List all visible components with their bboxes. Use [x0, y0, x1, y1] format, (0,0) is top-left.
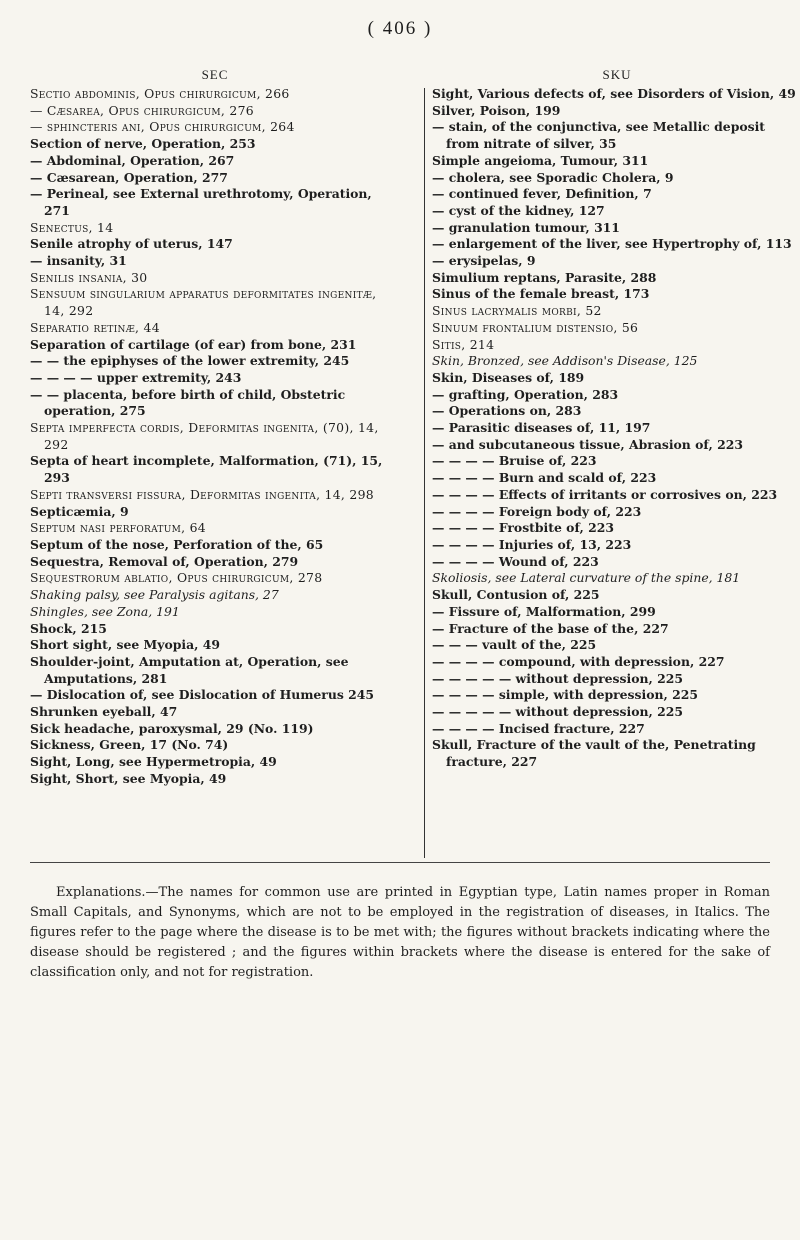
page-number: ( 406 )	[367, 18, 433, 39]
index-entry: — Cæsarea, Opus chirurgicum, 276	[30, 102, 254, 118]
index-entry: — — — — — without depression, 225	[432, 670, 683, 686]
index-entry: — — — — Incised fracture, 227	[432, 720, 645, 736]
index-entry: Sectio abdominis, Opus chirurgicum, 266	[30, 86, 290, 101]
index-entry: Sinuum frontalium distensio, 56	[432, 319, 639, 335]
index-entry: Shock, 215	[30, 620, 107, 636]
index-entry: Shaking palsy, see Paralysis agitans, 27	[30, 587, 279, 603]
index-entry: Senile atrophy of uterus, 147	[30, 236, 233, 252]
index-entry: Skull, Fracture of the vault of the, Penetrating fracture, 227	[432, 737, 756, 770]
index-entry: — — placenta, before birth of child, Obstetric operation, 275	[30, 386, 346, 419]
index-entry: — Abdominal, Operation, 267	[30, 152, 235, 168]
index-entry: — Dislocation of, see Dislocation of Humerus 245	[30, 687, 374, 703]
index-entry: Sequestrorum ablatio, Opus chirurgicum, 278	[30, 570, 323, 586]
index-entry: Sight, Short, see Myopia, 49	[30, 770, 227, 786]
index-entry: Skull, Contusion of, 225	[432, 587, 600, 603]
index-entry: — grafting, Operation, 283	[432, 386, 619, 402]
index-entry: — Fissure of, Malformation, 299	[432, 603, 656, 619]
column-divider	[424, 88, 425, 858]
index-entry: Sickness, Green, 17 (No. 74)	[30, 737, 229, 753]
index-entry: — — — — Frostbite of, 223	[432, 520, 614, 536]
index-entry: — Cæsarean, Operation, 277	[30, 169, 228, 185]
index-entry: — — — — upper extremity, 243	[30, 369, 242, 385]
index-entry: — enlargement of the liver, see Hypertrophy of, 113	[432, 236, 792, 252]
index-entry: Sensuum singularium apparatus deformitates ingenitæ, 14, 292	[30, 286, 377, 319]
footer-rule	[30, 862, 770, 863]
index-entry: — cyst of the kidney, 127	[432, 202, 605, 218]
index-entry: Section of nerve, Operation, 253	[30, 136, 256, 152]
index-entry: — sphincteris ani, Opus chirurgicum, 264	[30, 119, 295, 135]
index-entry: Septum of the nose, Perforation of the, 65	[30, 536, 324, 552]
index-entry: — — — — Burn and scald of, 223	[432, 470, 657, 486]
index-entry: Shoulder-joint, Amputation at, Operation, see Amputations, 281	[30, 653, 349, 686]
index-entry: — granulation tumour, 311	[432, 219, 620, 235]
index-entry: Senilis insania, 30	[30, 269, 148, 285]
right-index-column	[432, 86, 800, 771]
index-entry: — Perineal, see External urethrotomy, Operation, 271	[30, 186, 372, 218]
index-entry: — erysipelas, 9	[432, 253, 536, 269]
index-entry: Sequestra, Removal of, Operation, 279	[30, 553, 299, 569]
index-entry: Simulium reptans, Parasite, 288	[432, 269, 657, 285]
index-entry: Shingles, see Zona, 191	[30, 603, 180, 619]
index-entry: Simple angeioma, Tumour, 311	[432, 152, 649, 168]
index-entry: Separatio retinæ, 44	[30, 319, 160, 335]
index-entry: Sight, Long, see Hypermetropia, 49	[30, 754, 277, 770]
right-column-guide-word: SKU	[602, 67, 632, 82]
index-entry: — and subcutaneous tissue, Abrasion of, 223	[432, 436, 743, 452]
index-entry: — — — — Effects of irritants or corrosives on, 223	[432, 486, 778, 502]
index-entry: — — — — — without depression, 225	[432, 704, 683, 720]
index-entry: Silver, Poison, 199	[432, 102, 561, 118]
index-entry: Skin, Diseases of, 189	[432, 369, 585, 385]
index-entry: — continued fever, Definition, 7	[432, 186, 652, 202]
index-entry: Separation of cartilage (of ear) from bone, 231	[30, 336, 357, 352]
index-entry: Sick headache, paroxysmal, 29 (No. 119)	[30, 720, 314, 736]
left-index-column	[30, 86, 400, 788]
index-entry: Septum nasi perforatum, 64	[30, 520, 206, 536]
index-entry: — insanity, 31	[30, 253, 127, 269]
left-column-guide-word: SEC	[201, 67, 229, 82]
index-entry: Septa of heart incomplete, Malformation, (71), 15, 293	[30, 453, 383, 486]
index-entry: — — — — Foreign body of, 223	[432, 503, 642, 519]
index-entry: Skin, Bronzed, see Addison's Disease, 125	[432, 353, 698, 369]
index-entry: — — — — compound, with depression, 227	[432, 653, 725, 669]
index-entry: Septi transversi fissura, Deformitas ingenita, 14, 298	[30, 486, 374, 502]
index-entry: — Fracture of the base of the, 227	[432, 620, 669, 636]
index-entry: — — — vault of the, 225	[432, 637, 597, 653]
index-entry: Shrunken eyeball, 47	[30, 704, 178, 720]
explanations-footnote: Explanations.—The names for common use are printed in Egyptian type, Latin names proper in Roman Small Capitals, and Synonyms, which are not to be employed in the registration of diseases, in Italics. The figures refer to the page where the disease is to be met with; the figures without brackets indicating where the disease should be registered ; and the figures within brackets where the disease is entered for the sake of classification only, and not for registration.	[30, 885, 770, 980]
index-entry: — — — — Bruise of, 223	[432, 453, 597, 469]
index-entry: Septicæmia, 9	[30, 503, 129, 519]
index-entry: — — — — Wound of, 223	[432, 553, 599, 569]
index-entry: Short sight, see Myopia, 49	[30, 637, 220, 653]
index-entry: Skoliosis, see Lateral curvature of the spine, 181	[432, 570, 741, 586]
index-entry: Senectus, 14	[30, 219, 114, 235]
index-entry: — — the epiphyses of the lower extremity, 245	[30, 353, 350, 369]
index-entry: — stain, of the conjunctiva, see Metallic deposit from nitrate of silver, 35	[432, 119, 766, 152]
index-entry: Sinus of the female breast, 173	[432, 286, 650, 302]
index-entry: — — — — Injuries of, 13, 223	[432, 536, 632, 552]
index-entry: — Operations on, 283	[432, 403, 582, 419]
index-entry: Sitis, 214	[432, 336, 495, 352]
index-entry: — Parasitic diseases of, 11, 197	[432, 420, 651, 436]
index-entry: — — — — simple, with depression, 225	[432, 687, 698, 703]
index-entry: Septa imperfecta cordis, Deformitas ingenita, (70), 14, 292	[30, 420, 379, 452]
index-entry: Sinus lacrymalis morbi, 52	[432, 303, 602, 319]
index-entry: Sight, Various defects of, see Disorders of Vision, 49	[432, 86, 796, 101]
index-entry: — cholera, see Sporadic Cholera, 9	[432, 169, 674, 185]
